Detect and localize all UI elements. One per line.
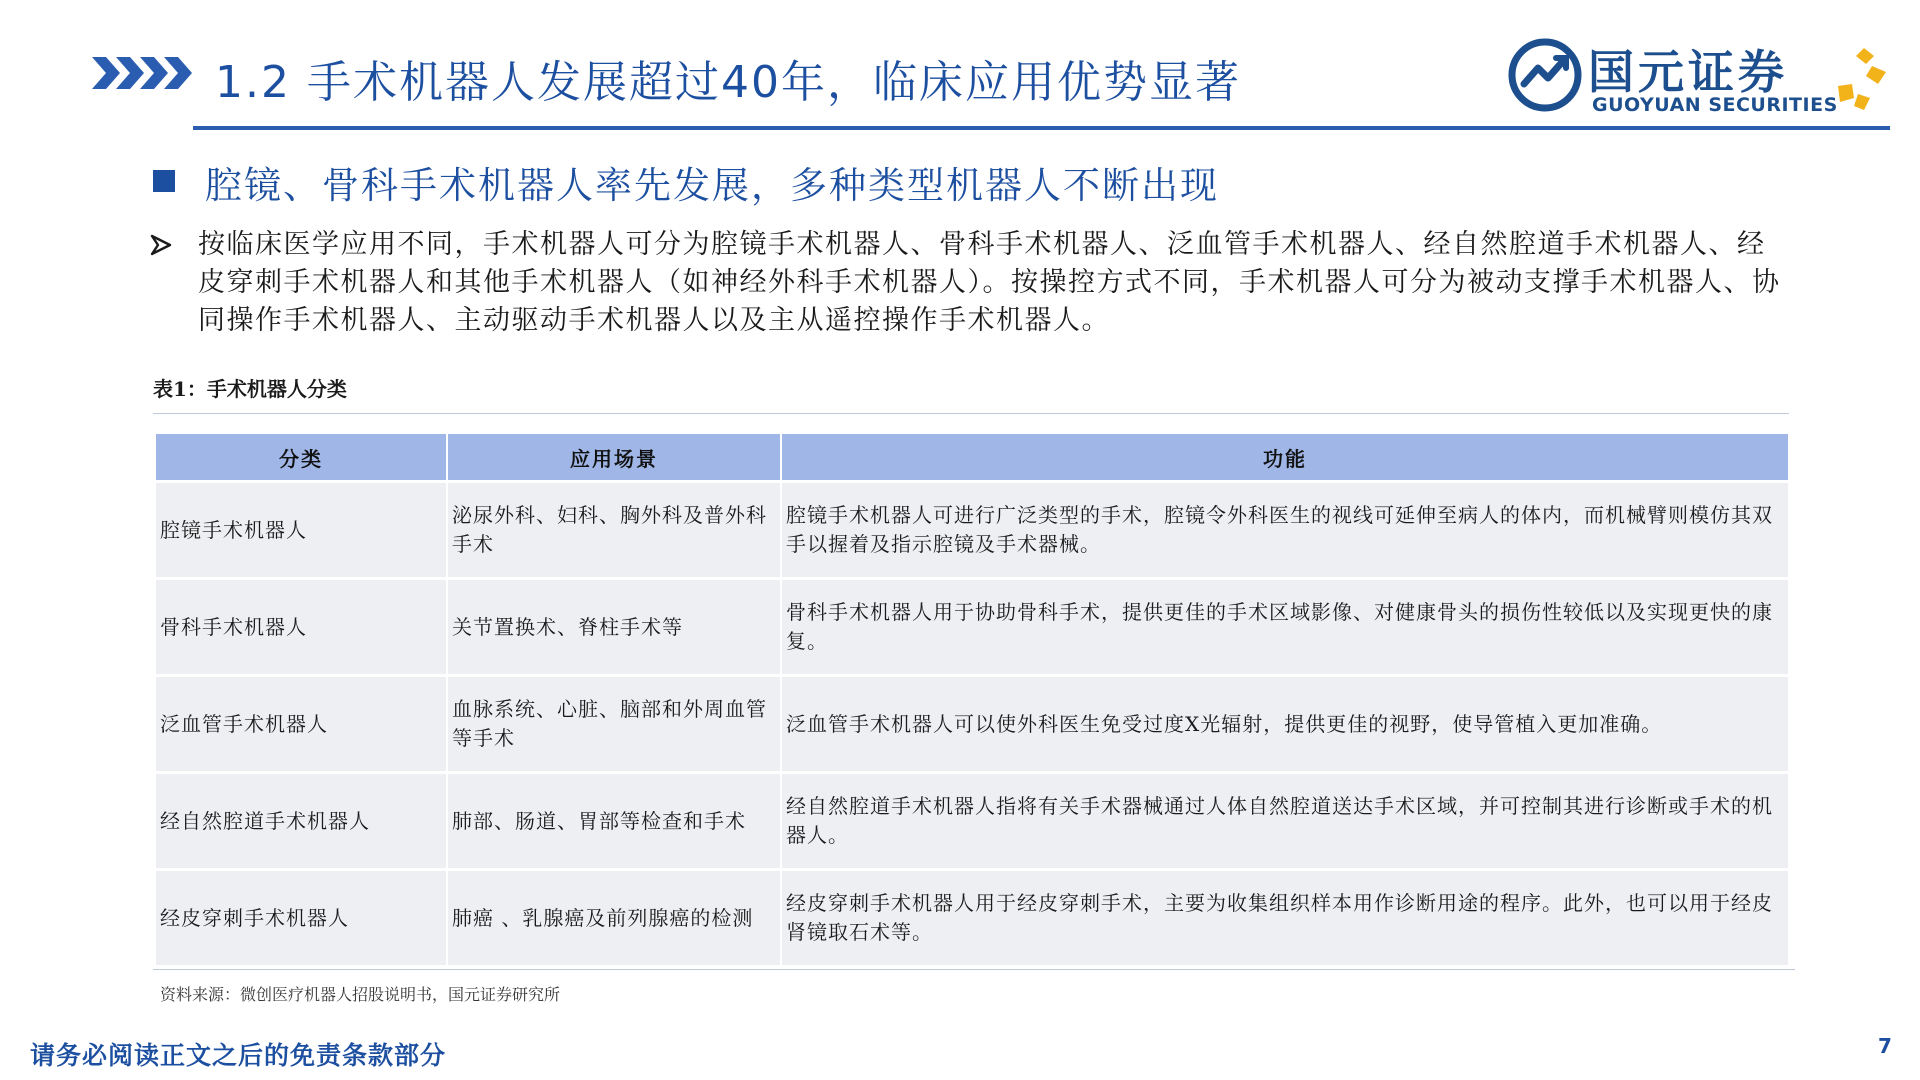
cell-function: 骨科手术机器人用于协助骨科手术，提供更佳的手术区域影像、对健康骨头的损伤性较低以及实现更快的康复。 <box>782 577 1788 674</box>
cell-scenario: 肺部、肠道、胃部等检查和手术 <box>448 771 782 868</box>
cell-function: 腔镜手术机器人可进行广泛类型的手术，腔镜令外科医生的视线可延伸至病人的体内，而机械臂则模仿其双手以握着及指示腔镜及手术器械。 <box>782 480 1788 577</box>
robot-classification-table <box>156 434 1788 965</box>
logo-english-name: GUOYUAN SECURITIES <box>1592 94 1838 116</box>
table-row <box>156 480 1788 577</box>
page-title: 1.2 手术机器人发展超过40年，临床应用优势显著 <box>215 57 1241 108</box>
page-number: 7 <box>1878 1034 1892 1058</box>
table-row <box>156 868 1788 965</box>
header-scenario: 应用场景 <box>448 434 782 480</box>
cell-category: 骨科手术机器人 <box>156 577 448 674</box>
cell-scenario: 关节置换术、脊柱手术等 <box>448 577 782 674</box>
table-row <box>156 577 1788 674</box>
arrow-bullet-icon <box>150 234 172 256</box>
cell-function: 经皮穿刺手术机器人用于经皮穿刺手术，主要为收集组织样本用作诊断用途的程序。此外，也可以用于经皮肾镜取石术等。 <box>782 868 1788 965</box>
cell-category: 经皮穿刺手术机器人 <box>156 868 448 965</box>
header-function: 功能 <box>782 434 1788 480</box>
gold-stars-icon <box>1830 44 1890 114</box>
title-chevrons-icon <box>92 55 194 91</box>
cell-scenario: 肺癌 、乳腺癌及前列腺癌的检测 <box>448 868 782 965</box>
cell-scenario: 泌尿外科、妇科、胸外科及普外科手术 <box>448 480 782 577</box>
cell-category: 经自然腔道手术机器人 <box>156 771 448 868</box>
cell-scenario: 血脉系统、心脏、脑部和外周血管等手术 <box>448 674 782 771</box>
source-divider <box>153 969 1795 970</box>
caption-divider <box>153 413 1789 414</box>
guoyuan-emblem-icon <box>1508 38 1582 112</box>
intro-paragraph: 按临床医学应用不同，手术机器人可分为腔镜手术机器人、骨科手术机器人、泛血管手术机器人、经自然腔道手术机器人、经皮穿刺手术机器人和其他手术机器人（如神经外科手术机器人）。按操控方式不同，手术机器人可分为被动支撑手术机器人、协同操作手术机器人、主动驱动手术机器人以及主从遥控操作手术机器人。 <box>198 229 1781 336</box>
table-source: 资料来源：微创医疗机器人招股说明书，国元证券研究所 <box>160 985 561 1004</box>
cell-function: 经自然腔道手术机器人指将有关手术器械通过人体自然腔道送达手术区域，并可控制其进行诊断或手术的机器人。 <box>782 771 1788 868</box>
section-bullet-square <box>153 170 175 192</box>
table-caption: 表1：手术机器人分类 <box>153 377 347 401</box>
disclaimer-note: 请务必阅读正文之后的免责条款部分 <box>30 1041 447 1070</box>
company-logo <box>1508 38 1888 122</box>
table-row <box>156 771 1788 868</box>
section-heading: 腔镜、骨科手术机器人率先发展，多种类型机器人不断出现 <box>205 164 1219 207</box>
header-category: 分类 <box>156 434 448 480</box>
logo-chinese-name: 国元证券 <box>1588 45 1788 99</box>
cell-category: 泛血管手术机器人 <box>156 674 448 771</box>
cell-function: 泛血管手术机器人可以使外科医生免受过度X光辐射，提供更佳的视野，使导管植入更加准确。 <box>782 674 1788 771</box>
cell-category: 腔镜手术机器人 <box>156 480 448 577</box>
table-row <box>156 674 1788 771</box>
table-header-row <box>156 434 1788 480</box>
title-divider <box>193 126 1890 130</box>
